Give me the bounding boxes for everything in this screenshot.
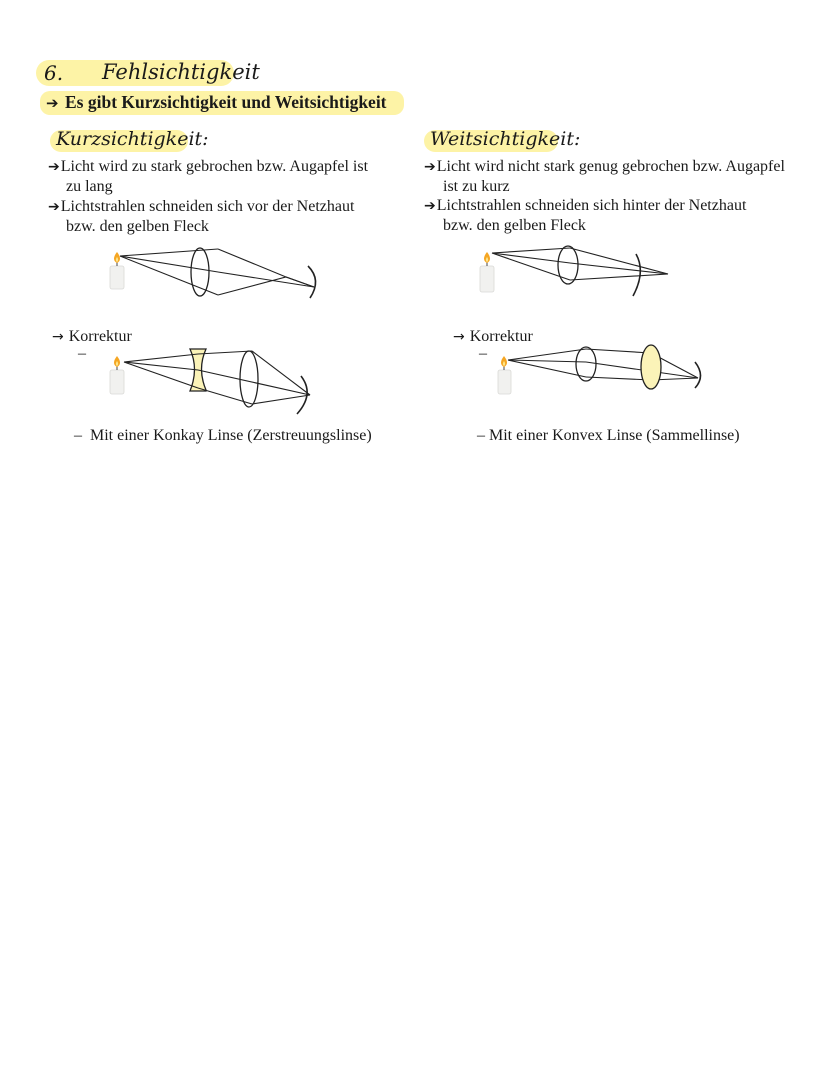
candle-icon — [110, 356, 124, 394]
left-bullet-1-text: Licht wird zu stark gebrochen bzw. Augapfel ist — [60, 158, 369, 175]
arrow-right-icon: ➔ — [46, 94, 59, 112]
left-bullet-2-cont: bzw. den gelben Fleck — [66, 218, 209, 235]
dash: – — [74, 427, 82, 444]
myopia-diagram — [100, 240, 330, 310]
arrow-right-icon: ➔ — [424, 159, 436, 175]
arrow-right-icon: → — [453, 329, 465, 345]
right-bullet-1-text: Licht wird nicht stark genug gebrochen bzw. Augapfel — [436, 158, 785, 175]
light-rays — [508, 349, 698, 380]
right-bullet-1-cont: ist zu kurz — [443, 178, 510, 195]
retina-curve — [297, 376, 307, 414]
retina-curve — [633, 254, 640, 296]
candle-icon — [110, 252, 124, 289]
convex-lens — [641, 345, 661, 389]
left-correction-text-value: Mit einer Konkay Linse (Zerstreuungslinse) — [90, 427, 372, 444]
right-bullet-1 — [424, 157, 785, 177]
right-dash: – — [479, 345, 487, 362]
dash: – — [477, 427, 485, 444]
candle-icon — [498, 356, 511, 394]
retina-curve — [308, 266, 316, 298]
arrow-right-icon: ➔ — [48, 159, 60, 175]
concave-correction-diagram — [100, 342, 330, 417]
left-heading: Kurzsichtigkeit: — [56, 128, 209, 150]
arrow-right-icon: → — [52, 329, 64, 345]
eye-lens — [558, 246, 578, 284]
arrow-right-icon: ➔ — [48, 199, 60, 215]
right-correction-text-value: Mit einer Konvex Linse (Sammellinse) — [489, 427, 740, 444]
right-bullet-2 — [424, 196, 746, 216]
candle-icon — [480, 252, 494, 292]
light-rays — [120, 249, 314, 295]
section-number: 6. — [44, 61, 64, 85]
eye-lens — [576, 347, 596, 381]
section-heading — [36, 60, 260, 86]
left-bullet-2-text: Lichtstrahlen schneiden sich vor der Netzhaut — [60, 198, 355, 215]
retina-curve — [695, 362, 701, 388]
eye-lens — [240, 351, 258, 407]
right-bullet-2-text: Lichtstrahlen schneiden sich hinter der Netzhaut — [436, 197, 747, 214]
convex-correction-diagram — [488, 340, 718, 400]
left-correction-text — [74, 426, 372, 446]
right-heading: Weitsichtigkeit: — [430, 128, 581, 150]
right-correction-text — [477, 426, 740, 446]
left-dash: – — [78, 345, 86, 362]
left-bullet-1-cont: zu lang — [66, 178, 113, 195]
eye-lens — [191, 248, 209, 296]
intro-line — [40, 91, 404, 115]
section-title: Fehlsichtigkeit — [102, 60, 260, 84]
left-bullet-1 — [48, 157, 368, 177]
left-bullet-2 — [48, 197, 354, 217]
light-rays — [124, 351, 310, 404]
light-rays — [492, 248, 668, 280]
hyperopia-diagram — [470, 240, 690, 310]
intro-text: Es gibt Kurzsichtigkeit und Weitsichtigkeit — [65, 92, 387, 112]
right-bullet-2-cont: bzw. den gelben Fleck — [443, 217, 586, 234]
arrow-right-icon: ➔ — [424, 198, 436, 214]
left-correction-label: Korrektur — [68, 328, 132, 345]
right-correction-label: Korrektur — [469, 328, 533, 345]
